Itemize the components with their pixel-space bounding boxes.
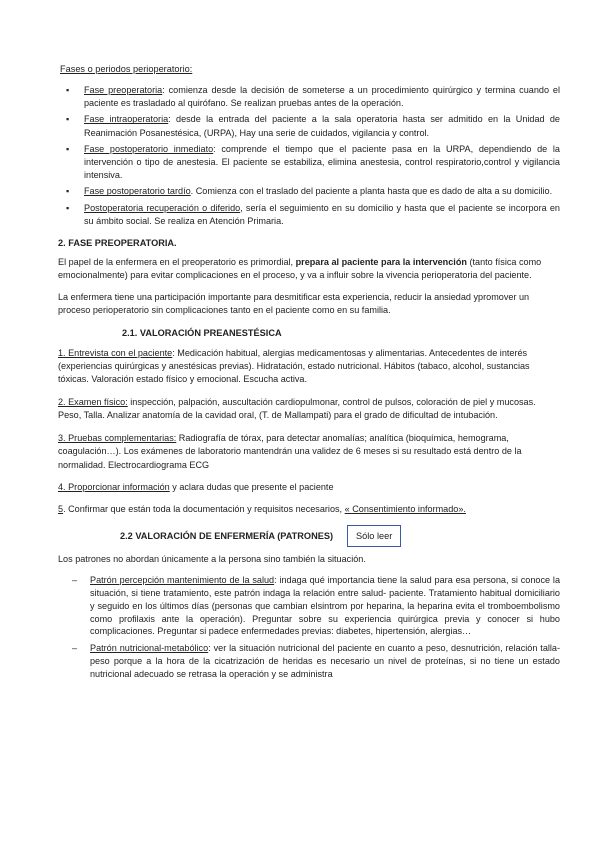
- phase-text: : desde la entrada del paciente a la sala operatoria hasta ser admitido en la Unidad de Reanimación Posanestésica, (URPA), Hay una serie de cuidados, vigilancia y control.: [84, 114, 560, 138]
- phases-list: [58, 84, 560, 228]
- list-item: [90, 574, 560, 638]
- pattern-term: Patrón nutricional-metabólico: [90, 643, 209, 654]
- item-text: y aclara dudas que presente el paciente: [169, 481, 334, 492]
- list-item: [84, 84, 560, 110]
- para-text: (tanto física como emocionalmente) para evitar complicaciones en el proceso, y va a influir sobre la vivencia perioperatoria del paciente.: [58, 257, 542, 281]
- assessment-item-1: [58, 347, 560, 387]
- pattern-term: Patrón percepción mantenimiento de la salud: [90, 575, 275, 586]
- pattern-text: : ver la situación nutricional del paciente en cuanto a peso, desnutrición, relación talla-peso porque a la hora de la cicatrización de heridas es necesario un nivel de proteínas, si no tiene un estado nutricional adecuado se retrasa la operación y se administra: [90, 643, 561, 679]
- list-item: [84, 113, 560, 139]
- item-term: 2. Examen físico:: [58, 396, 128, 407]
- phase-term: Fase intraoperatoria: [84, 114, 169, 125]
- item-text: inspección, palpación, auscultación cardiopulmonar, control de pulsos, coloración de piel y mucosas. Peso, Talla. Analizar anatomía de la cavidad oral, (T. de Mallampati) para el grado de dificultad de intubación.: [58, 396, 536, 421]
- phase-term: Fase postoperatorio inmediato: [84, 143, 214, 154]
- item-text: Radiografía de tórax, para detectar anomalías; analítica (bioquímica, hemograma, coagulación…). Los exámenes de laboratorio mantendrán una validez de 6 meses si su resultado está dentro de la normalidad. Electrocardiograma ECG: [58, 432, 522, 470]
- item-term: 3. Pruebas complementarias:: [58, 432, 177, 443]
- list-item: [90, 642, 560, 680]
- patterns-intro: Los patrones no abordan únicamente a la persona sino también la situación.: [58, 553, 366, 564]
- section-2-title: 2. FASE PREOPERATORIA.: [58, 238, 177, 249]
- phase-text: , sería el seguimiento en su domicilio y hasta que el paciente se incorpora en su ámbito social. Se realiza en Atención Primaria.: [84, 202, 560, 226]
- phase-text: : comienza desde la decisión de someterse a un procedimiento quirúrgico y termina cuando el paciente es trasladado al quirófano. Se realizan pruebas antes de la operación.: [84, 85, 560, 109]
- assessment-item-4: [58, 481, 560, 494]
- paragraph-2: La enfermera tiene una participación importante para desmitificar esta experiencia, reducir la ansiedad ypromover un proceso perioperatorio sin complicaciones tanto en el paciente como en su familia.: [58, 291, 530, 316]
- patterns-list: [58, 574, 560, 680]
- assessment-item-2: [58, 396, 560, 423]
- item-text: . Confirmar que están toda la documentación y requisitos necesarios,: [63, 504, 345, 515]
- phase-term: Fase postoperatorio tardío: [84, 186, 191, 197]
- item-term: 4. Proporcionar información: [58, 481, 170, 492]
- item-number: 5: [58, 504, 64, 515]
- para-text: El papel de la enfermera en el preoperatorio es primordial,: [58, 257, 296, 268]
- phase-term: Postoperatoria recuperación o diferido: [84, 202, 241, 213]
- list-item: [84, 143, 560, 183]
- read-only-note-box: Sólo leer: [347, 525, 401, 547]
- paragraph-1: [58, 256, 560, 283]
- phase-text: . Comienza con el traslado del paciente a planta hasta que es dado de alta a su domicilio.: [190, 186, 553, 197]
- list-item: [84, 202, 560, 228]
- pattern-text: : indaga qué importancia tiene la salud para esa persona, si conoce la situación, si tiene tratamiento, este patrón indaga la relación entre salud- paciente. Tratamiento habitual domiciliario y seguido en los últimos días (personas que cambian elsintrom por heparina, la heparina evita el tromboembolismo como profilaxis ante la operación). Preguntar sobre su experiencia quirúrgica previa y conocer si hubo complicaciones. Preguntar si padece enfermedades previas: diabetes, hipertensión, alergias…: [90, 575, 560, 637]
- phase-term: Fase preoperatoria: [84, 85, 163, 95]
- item-term: 1. Entrevista con el paciente: [58, 347, 173, 358]
- item-text: : Medicación habitual, alergias medicamentosas y alimentarias. Antecedentes de interés (experiencias quirúrgicas y anestésicas previas). Hidratación, estado nutricional. Hábitos (tabaco, alcohol, sustancias tóxicas. Valoración estado físico y emocional. Escucha activa.: [58, 347, 530, 385]
- item-term: « Consentimiento informado»: [344, 504, 464, 515]
- list-item: [84, 185, 560, 198]
- assessment-item-5: [58, 503, 560, 516]
- phase-text: : comprende el tiempo que el paciente pasa en la URPA, dependiendo de la intervención o tipo de anestesia. El paciente se estabiliza, elimina anestesia, control respiratorio,control y vigilancia intensiva.: [84, 143, 560, 181]
- item-end: .: [463, 504, 466, 515]
- subsection-2-2-row: [120, 525, 560, 547]
- para-bold: prepara al paciente para la intervención: [295, 257, 467, 268]
- subsection-2-2-title: 2.2 VALORACIÓN DE ENFERMERÍA (PATRONES): [120, 530, 334, 541]
- assessment-item-3: [58, 432, 560, 472]
- subsection-2-1-title: 2.1. VALORACIÓN PREANESTÉSICA: [122, 327, 282, 338]
- phases-title: Fases o periodos perioperatorio:: [60, 64, 193, 74]
